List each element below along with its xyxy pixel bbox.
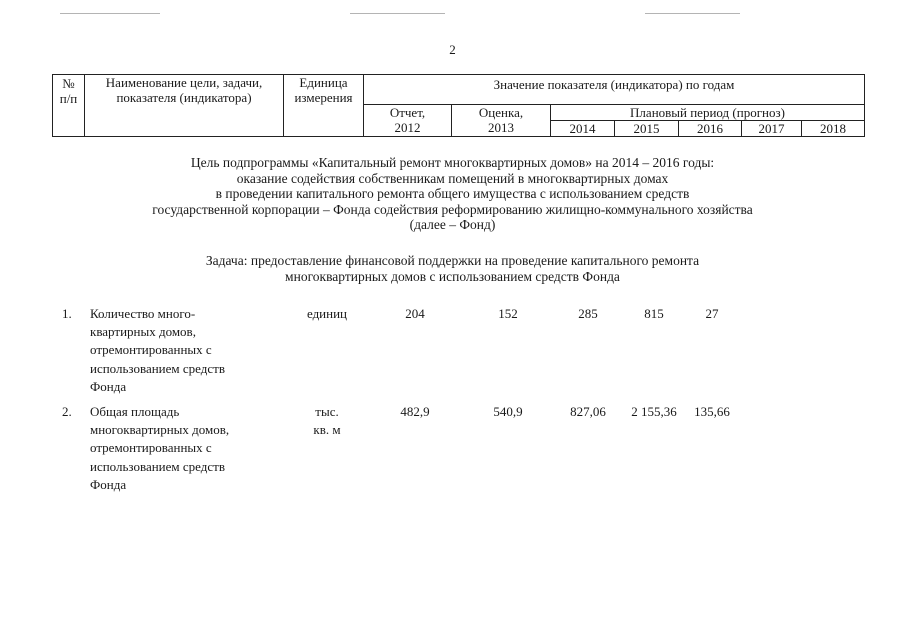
- row-name-line: Количество много-: [90, 306, 196, 321]
- row-unit-line: кв. м: [313, 422, 341, 438]
- goal-line: государственной корпорации – Фонда содействия реформированию жилищно-коммунального хозяйства: [152, 201, 753, 217]
- scan-artifact-right: [645, 13, 740, 14]
- header-unit-line: измерения: [294, 90, 353, 105]
- scan-artifact-left: [60, 13, 160, 14]
- header-report-line: Отчет,: [389, 105, 426, 120]
- header-name-cell: [85, 75, 284, 137]
- row-name-line: Фонда: [90, 378, 127, 394]
- header-name-line: Наименование цели, задачи,: [105, 75, 263, 90]
- row-value-2014: 827,06: [570, 404, 606, 419]
- header-estimate-line: Оценка,: [478, 105, 524, 120]
- row-name-line: Общая площадь: [90, 404, 180, 419]
- row-name-line: Фонда: [90, 476, 127, 492]
- row-value-2014: 285: [578, 306, 598, 321]
- header-unit-line: Единица: [299, 75, 348, 90]
- goal-line: Цель подпрограммы «Капитальный ремонт многоквартирных домов» на 2014 – 2016 годы:: [190, 155, 715, 170]
- header-year-2016: 2016: [679, 121, 742, 137]
- row-value-2012: 482,9: [400, 404, 430, 419]
- header-year-2018: 2018: [802, 121, 865, 137]
- page-number: 2: [449, 42, 456, 57]
- row-name-line: многоквартирных домов,: [90, 422, 230, 438]
- row-value-2016: 135,66: [694, 404, 730, 419]
- row-unit: [289, 305, 365, 323]
- header-num-cell: [53, 75, 85, 137]
- row-number: 1.: [62, 306, 72, 321]
- row-name-line: отремонтированных с: [90, 440, 212, 456]
- header-year-2014: 2014: [551, 121, 615, 137]
- indicator-header-table: [52, 74, 865, 137]
- header-estimate-cell: [452, 105, 551, 137]
- header-values-title: Значение показателя (индикатора) по годам: [364, 75, 865, 105]
- row-value-2016: 27: [705, 306, 719, 321]
- row-number: 2.: [62, 404, 72, 419]
- row-value-2013: 540,9: [493, 404, 523, 419]
- row-value-2015: 815: [644, 306, 664, 321]
- header-unit-cell: [284, 75, 364, 137]
- header-name-line: показателя (индикатора): [116, 90, 252, 105]
- row-value-2015: 2 155,36: [631, 404, 677, 419]
- task-line: Задача: предоставление финансовой поддержки на проведение капитального ремонта: [205, 253, 700, 268]
- row-unit-line: тыс.: [315, 404, 339, 419]
- row-name-line: использованием средств: [90, 360, 225, 376]
- header-year-2015: 2015: [615, 121, 679, 137]
- goal-line: в проведении капитального ремонта общего имущества с использованием средств: [215, 186, 690, 202]
- task-line: многоквартирных домов с использованием средств Фонда: [285, 268, 620, 284]
- header-planned-title: Плановый период (прогноз): [551, 105, 865, 121]
- header-report-line: 2012: [394, 120, 421, 135]
- row-name-line: отремонтированных с: [90, 342, 212, 358]
- row-indicator-name: [90, 305, 225, 396]
- goal-line: оказание содействия собственникам помещений в многоквартирных домах: [236, 170, 669, 186]
- row-value-2012: 204: [405, 306, 425, 321]
- header-num-line: п/п: [59, 91, 78, 106]
- row-unit: [289, 403, 365, 439]
- row-name-line: квартирных домов,: [90, 324, 196, 340]
- row-name-line: использованием средств: [90, 458, 225, 474]
- goal-heading: [0, 155, 905, 233]
- header-year-2017: 2017: [742, 121, 802, 137]
- row-unit-line: единиц: [306, 306, 348, 321]
- goal-line: (далее – Фонд): [409, 217, 496, 233]
- header-num-line: №: [62, 76, 75, 91]
- scan-artifact-center: [350, 13, 445, 14]
- row-indicator-name: [90, 403, 229, 494]
- header-estimate-line: 2013: [488, 120, 514, 135]
- row-value-2013: 152: [498, 306, 518, 321]
- task-heading: [0, 253, 905, 284]
- header-report-cell: [364, 105, 452, 137]
